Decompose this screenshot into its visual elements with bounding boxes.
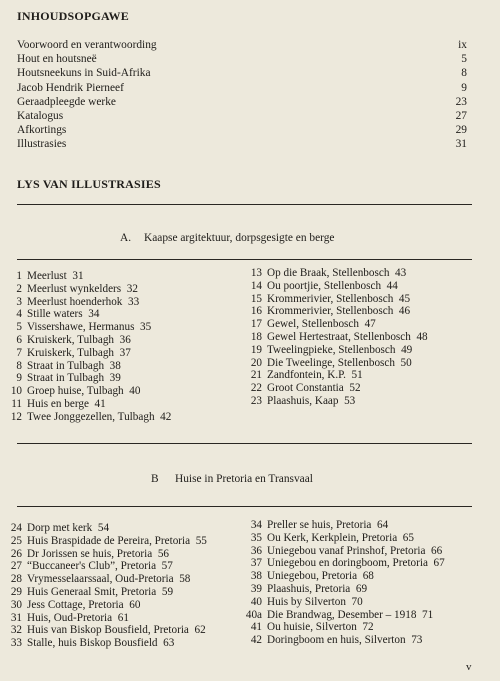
illustration-item <box>0 270 248 283</box>
page-number: v <box>466 661 472 673</box>
illustration-title: Twee Jonggezellen, Tulbagh 42 <box>27 410 172 423</box>
illustration-item <box>240 318 480 331</box>
illustration-number: 32 <box>10 624 22 637</box>
illustration-number: 18 <box>250 330 262 343</box>
illustration-number: 5 <box>16 321 22 334</box>
illustration-number: 40 <box>250 595 262 608</box>
illustration-item <box>240 532 500 545</box>
illustration-item <box>0 612 258 625</box>
illustration-number: 12 <box>10 410 22 423</box>
illustration-title: Stalle, huis Biskop Bousfield 63 <box>27 637 175 650</box>
divider-rule <box>17 506 472 507</box>
illustration-number: 40a <box>245 608 262 621</box>
illustration-title: Gewel Hertestraat, Stellenbosch 48 <box>267 330 428 343</box>
toc-entry-page: 31 <box>455 138 467 151</box>
illustration-number: 2 <box>16 282 22 295</box>
illustration-item <box>240 369 480 382</box>
illustration-number: 29 <box>10 585 22 598</box>
illustration-item <box>240 382 480 395</box>
illustration-title: Huis Generaal Smit, Pretoria 59 <box>27 585 174 598</box>
toc-entry-title: Voorwoord en verantwoording <box>17 39 157 51</box>
illustration-item <box>0 535 258 548</box>
section-a-letter: A. <box>120 232 132 244</box>
illustration-item <box>0 321 248 334</box>
section-a-right-column <box>240 267 480 408</box>
illustration-item <box>240 344 480 357</box>
toc-entry <box>17 38 467 52</box>
illustration-title: Kruiskerk, Tulbagh 36 <box>27 333 131 346</box>
illustration-number: 17 <box>250 318 262 331</box>
illustration-item <box>0 599 258 612</box>
illustration-number: 23 <box>250 394 262 407</box>
section-a-heading <box>120 232 335 244</box>
illustration-title: Uniegebou vanaf Prinshof, Pretoria 66 <box>267 544 443 557</box>
toc-entry-title: Geraadpleegde werke <box>17 95 116 108</box>
illustration-title: Vissershawe, Hermanus 35 <box>27 321 152 334</box>
illustration-title: Gewel, Stellenbosch 47 <box>267 318 376 331</box>
illustration-title: Huis Braspidade de Pereira, Pretoria 55 <box>27 534 207 547</box>
section-b-heading <box>151 473 313 485</box>
toc-entry <box>17 123 467 137</box>
illustration-item <box>0 360 248 373</box>
illustration-number: 9 <box>16 372 22 385</box>
illustration-item <box>240 545 500 558</box>
illustration-title: Straat in Tulbagh 38 <box>27 359 121 372</box>
illustration-item <box>0 347 248 360</box>
toc-entry-title: Houtsneekuns in Suid-Afrika <box>17 67 151 80</box>
illustration-title: Zandfontein, K.P. 51 <box>267 369 363 382</box>
illustration-title: Op die Braak, Stellenbosch 43 <box>267 267 407 279</box>
illustration-item <box>240 596 500 609</box>
toc-entry-title: Illustrasies <box>17 138 67 151</box>
illustration-title: Meerlust hoenderhok 33 <box>27 295 140 308</box>
illustration-number: 3 <box>16 295 22 308</box>
illustration-item <box>240 305 480 318</box>
illustration-item <box>240 280 480 293</box>
illustration-number: 4 <box>16 308 22 321</box>
illustration-number: 21 <box>250 369 262 382</box>
illustration-title: Uniegebou en doringboom, Pretoria 67 <box>267 557 445 570</box>
toc-entry-page: 5 <box>461 53 467 66</box>
illustration-item <box>240 519 500 532</box>
section-b-letter: B <box>151 473 159 485</box>
toc-entry-page: 27 <box>455 109 467 122</box>
illustration-item <box>240 357 480 370</box>
illustration-item <box>0 334 248 347</box>
illustration-title: Uniegebou, Pretoria 68 <box>267 570 374 583</box>
toc-entry-page: 23 <box>455 95 467 108</box>
toc-entry-title: Afkortings <box>17 124 67 137</box>
illustration-number: 16 <box>250 305 262 318</box>
illustration-item <box>0 624 258 637</box>
illustration-item <box>240 570 500 583</box>
illustration-number: 13 <box>250 267 262 279</box>
illustration-number: 39 <box>250 582 262 595</box>
illustration-number: 41 <box>250 621 262 634</box>
divider-rule <box>17 204 472 205</box>
illustration-number: 14 <box>250 279 262 292</box>
illustration-title: Doringboom en huis, Silverton 73 <box>267 634 423 647</box>
illustration-title: Plaashuis, Pretoria 69 <box>267 582 368 595</box>
illustration-number: 8 <box>16 359 22 372</box>
illustration-number: 22 <box>250 382 262 395</box>
toc-entry <box>17 95 467 109</box>
illustration-number: 35 <box>250 531 262 544</box>
illustration-item <box>0 308 248 321</box>
illustration-title: Dorp met kerk 54 <box>27 522 110 534</box>
illustration-title: Ou poortjie, Stellenbosch 44 <box>267 279 398 292</box>
illustration-title: Straat in Tulbagh 39 <box>27 372 121 385</box>
illustration-number: 26 <box>10 547 22 560</box>
illustration-number: 33 <box>10 637 22 650</box>
illustration-number: 38 <box>250 570 262 583</box>
illustration-item <box>240 331 480 344</box>
illustration-number: 15 <box>250 292 262 305</box>
illustration-item <box>0 548 258 561</box>
illustration-number: 42 <box>250 634 262 647</box>
illustration-title: Die Brandwag, Desember – 1918 71 <box>267 608 434 621</box>
section-a-title: Kaapse argitektuur, dorpsgesigte en berge <box>144 232 335 244</box>
illustration-item <box>0 637 258 650</box>
illustration-number: 28 <box>10 573 22 586</box>
illustration-title: Huis van Biskop Bousfield, Pretoria 62 <box>27 624 206 637</box>
illustration-item <box>0 296 248 309</box>
illustration-title: Meerlust wynkelders 32 <box>27 282 138 295</box>
illustration-number: 7 <box>16 346 22 359</box>
divider-rule <box>17 443 472 444</box>
illustration-number: 6 <box>16 333 22 346</box>
illustration-title: Huis en berge 41 <box>27 397 106 410</box>
toc-entry <box>17 81 467 95</box>
illustration-item <box>240 293 480 306</box>
toc-entry <box>17 52 467 66</box>
toc-heading: INHOUDSOPGAWE <box>17 9 129 23</box>
illustration-title: Preller se huis, Pretoria 64 <box>267 519 389 531</box>
illustration-title: Meerlust 31 <box>27 270 84 282</box>
illustration-number: 27 <box>10 560 22 573</box>
illustration-number: 25 <box>10 534 22 547</box>
illustration-title: Huis by Silverton 70 <box>267 595 363 608</box>
illustration-number: 36 <box>250 544 262 557</box>
illustration-item <box>0 398 248 411</box>
divider-rule <box>17 259 472 260</box>
illustration-title: Vrymesselaarssaal, Oud-Pretoria 58 <box>27 573 191 586</box>
illustration-item <box>0 283 248 296</box>
illustration-title: Groot Constantia 52 <box>267 382 361 395</box>
illustration-title: “Buccaneer's Club”, Pretoria 57 <box>27 560 173 573</box>
illustration-number: 11 <box>11 397 22 410</box>
toc-entry-page: 29 <box>455 124 467 137</box>
toc-entry-page: 8 <box>461 67 467 80</box>
illustration-item <box>0 560 258 573</box>
illustration-title: Ou huisie, Silverton 72 <box>267 621 374 634</box>
illustration-item <box>240 634 500 647</box>
illustration-number: 37 <box>250 557 262 570</box>
illustration-item <box>0 385 248 398</box>
illustration-item <box>240 621 500 634</box>
toc-entry-title: Hout en houtsneë <box>17 53 97 66</box>
illustration-title: Groep huise, Tulbagh 40 <box>27 385 141 398</box>
toc-entry-page: 9 <box>461 81 467 94</box>
toc-entry-title: Katalogus <box>17 109 64 122</box>
toc-entry <box>17 66 467 80</box>
illustrations-heading: LYS VAN ILLUSTRASIES <box>17 177 161 191</box>
illustration-title: Die Tweelinge, Stellenbosch 50 <box>267 356 412 369</box>
illustration-title: Stille waters 34 <box>27 308 100 321</box>
illustration-title: Krommerivier, Stellenbosch 46 <box>267 305 411 318</box>
toc-entry <box>17 109 467 123</box>
illustration-number: 20 <box>250 356 262 369</box>
illustration-item <box>0 411 248 424</box>
illustration-item <box>240 609 500 622</box>
illustration-number: 10 <box>10 385 22 398</box>
illustration-item <box>0 586 258 599</box>
toc-entry-title: Jacob Hendrik Pierneef <box>17 81 124 94</box>
illustration-title: Krommerivier, Stellenbosch 45 <box>267 292 411 305</box>
toc-list <box>17 38 467 152</box>
illustration-title: Tweelingpieke, Stellenbosch 49 <box>267 343 413 356</box>
illustration-title: Jess Cottage, Pretoria 60 <box>27 598 141 611</box>
section-b-right-column <box>240 519 500 647</box>
illustration-item <box>240 395 480 408</box>
illustration-item <box>0 573 258 586</box>
toc-entry-page: ix <box>458 39 467 51</box>
illustration-title: Dr Jorissen se huis, Pretoria 56 <box>27 547 170 560</box>
illustration-number: 34 <box>250 519 262 531</box>
section-a-left-column <box>0 270 248 424</box>
illustration-item <box>0 372 248 385</box>
illustration-number: 1 <box>16 270 22 282</box>
section-b-title: Huise in Pretoria en Transvaal <box>175 473 313 485</box>
illustration-item <box>240 267 480 280</box>
illustration-number: 31 <box>10 611 22 624</box>
toc-entry <box>17 137 467 151</box>
section-b-left-column <box>0 522 258 650</box>
illustration-number: 30 <box>10 598 22 611</box>
illustration-title: Ou Kerk, Kerkplein, Pretoria 65 <box>267 531 414 544</box>
illustration-number: 24 <box>10 522 22 534</box>
illustration-item <box>240 583 500 596</box>
illustration-item <box>240 557 500 570</box>
illustration-title: Plaashuis, Kaap 53 <box>267 394 356 407</box>
illustration-item <box>0 522 258 535</box>
illustration-title: Kruiskerk, Tulbagh 37 <box>27 346 131 359</box>
illustration-title: Huis, Oud-Pretoria 61 <box>27 611 129 624</box>
illustration-number: 19 <box>250 343 262 356</box>
